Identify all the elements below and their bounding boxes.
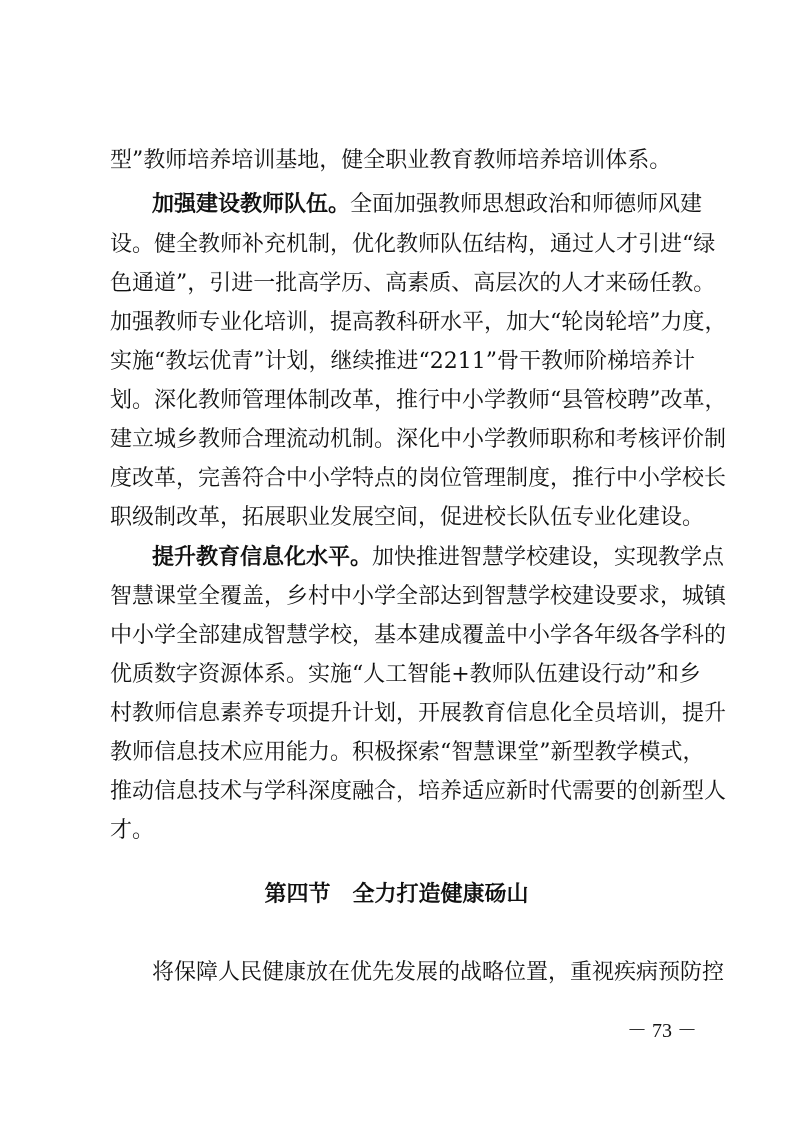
line-text: 推动信息技术与学科深度融合，培养适应新时代需要的创新型人 xyxy=(110,779,727,804)
paragraph-line xyxy=(110,660,701,690)
paragraph-line xyxy=(110,347,695,377)
paragraph-lead-heading: 提升教育信息化水平。 xyxy=(152,545,373,570)
line-text: 才。 xyxy=(110,818,155,843)
paragraph-line xyxy=(110,816,687,846)
paragraph-line xyxy=(110,464,727,494)
line-text: 将保障人民健康放在优先发展的战略位置，重视疾病预防控 xyxy=(152,960,725,985)
paragraph-line xyxy=(152,958,725,988)
paragraph-line xyxy=(152,543,725,573)
paragraph-line xyxy=(110,269,716,299)
line-text: 中小学全部建成智慧学校，基本建成覆盖中小学各年级各学科的 xyxy=(110,623,727,648)
line-text: 加快推进智慧学校建设，实现教学点 xyxy=(372,545,725,570)
line-text: 度改革，完善符合中小学特点的岗位管理制度，推行中小学校长 xyxy=(110,466,727,491)
paragraph-line xyxy=(110,146,687,176)
line-text: 村教师信息素养专项提升计划，开展教育信息化全员培训，提升 xyxy=(110,701,727,726)
paragraph-line xyxy=(110,308,727,338)
line-text: 实施“教坛优青”计划，继续推进“2211”骨干教师阶梯培养计 xyxy=(110,349,695,374)
line-text: 职级制改革，拓展职业发展空间，促进校长队伍专业化建设。 xyxy=(110,505,705,530)
line-text: 教师信息技术应用能力。积极探索“智慧课堂”新型教学模式， xyxy=(110,740,705,765)
paragraph-line xyxy=(110,699,727,729)
paragraph-line xyxy=(110,621,727,651)
paragraph-line xyxy=(110,503,705,533)
line-text: 建立城乡教师合理流动机制。深化中小学教师职称和考核评价制 xyxy=(110,427,727,452)
line-text: 色通道”，引进一批高学历、高素质、高层次的人才来砀任教。 xyxy=(110,271,716,296)
line-text: 全面加强教师思想政治和师德师风建 xyxy=(350,192,703,217)
page-number: － 73 － xyxy=(627,1020,697,1042)
paragraph-line xyxy=(110,777,727,807)
line-text: 型”教师培养培训基地，健全职业教育教师培养培训体系。 xyxy=(110,148,672,173)
line-text: 设。健全教师补充机制，优化教师队伍结构，通过人才引进“绿 xyxy=(110,232,716,257)
line-text: 划。深化教师管理体制改革，推行中小学教师“县管校聘”改革， xyxy=(110,388,727,413)
paragraph-line xyxy=(110,582,727,612)
paragraph-line xyxy=(110,386,727,416)
section-heading: 第四节 全力打造健康砀山 xyxy=(264,882,529,907)
line-text: 智慧课堂全覆盖，乡村中小学全部达到智慧学校建设要求，城镇 xyxy=(110,584,727,609)
paragraph-line xyxy=(110,425,727,455)
line-text: 优质数字资源体系。实施“人工智能+教师队伍建设行动”和乡 xyxy=(110,662,701,687)
paragraph-line xyxy=(110,738,705,768)
line-text: 加强教师专业化培训，提高教科研水平，加大“轮岗轮培”力度， xyxy=(110,310,727,335)
paragraph-lead-heading: 加强建设教师队伍。 xyxy=(152,192,351,217)
paragraph-line xyxy=(152,190,703,220)
paragraph-line xyxy=(110,230,716,260)
